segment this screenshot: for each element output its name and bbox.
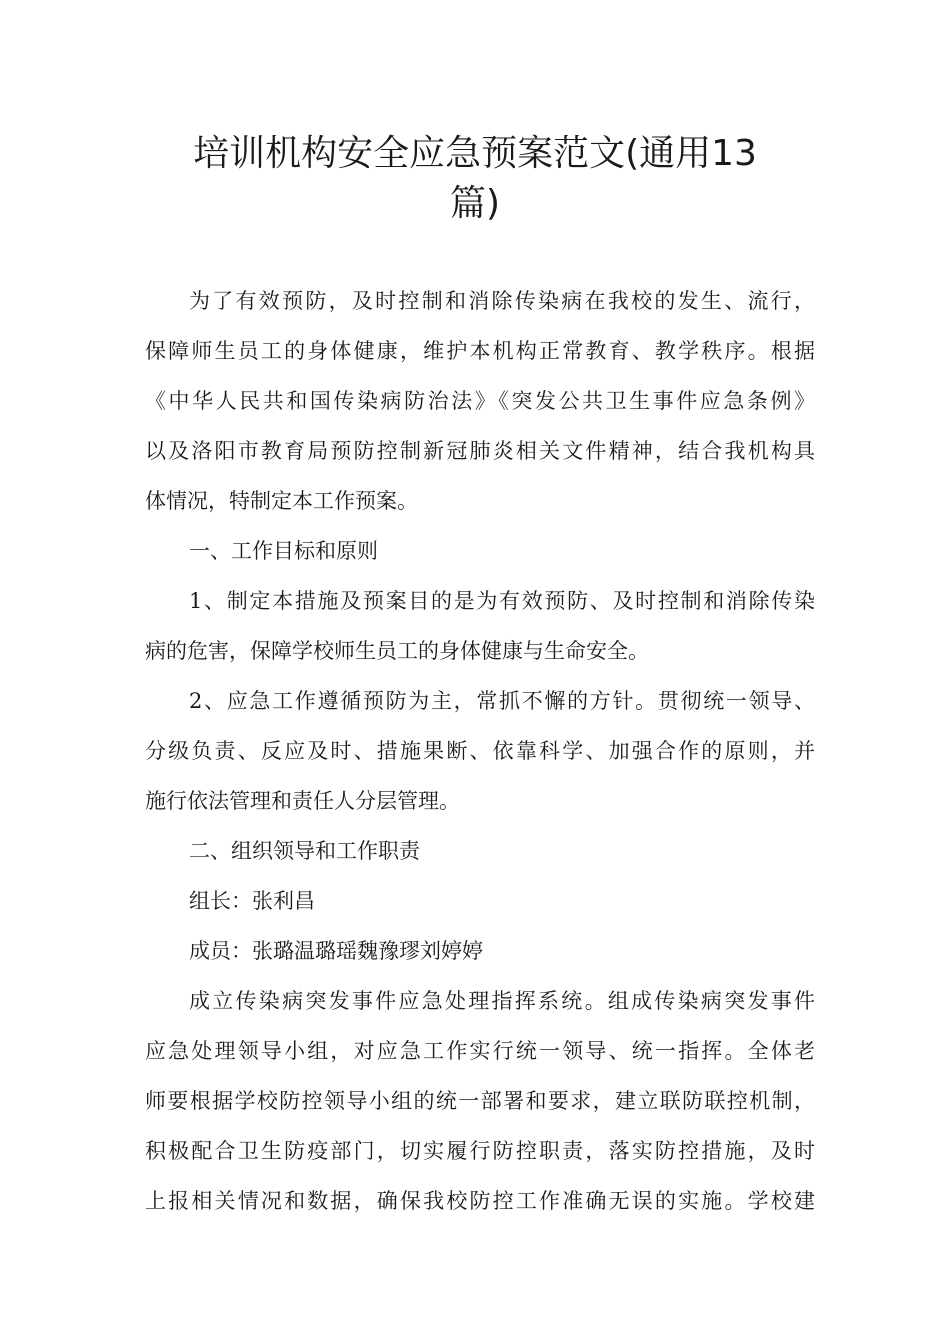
document-title-line-1: 培训机构安全应急预案范文(通用13	[193, 133, 757, 174]
paragraph-line: 师要根据学校防控领导小组的统一部署和要求，建立联防联控机制，	[145, 1089, 815, 1113]
document-title-line-2: 篇)	[449, 183, 501, 224]
paragraph-line: 分级负责、反应及时、措施果断、依靠科学、加强合作的原则，并	[145, 739, 815, 763]
members-line: 成员：张璐温璐瑶魏豫璆刘婷婷	[189, 939, 483, 963]
paragraph-line: 《中华人民共和国传染病防治法》《突发公共卫生事件应急条例》	[145, 389, 815, 413]
paragraph-line: 病的危害，保障学校师生员工的身体健康与生命安全。	[145, 639, 649, 663]
paragraph-line: 以及洛阳市教育局预防控制新冠肺炎相关文件精神，结合我机构具	[145, 439, 815, 463]
paragraph-line: 为了有效预防，及时控制和消除传染病在我校的发生、流行，	[189, 289, 815, 313]
paragraph-line: 2、应急工作遵循预防为主，常抓不懈的方针。贯彻统一领导、	[189, 689, 815, 713]
paragraph-line: 上报相关情况和数据，确保我校防控工作准确无误的实施。学校建	[145, 1189, 815, 1213]
paragraph-line: 体情况，特制定本工作预案。	[145, 489, 418, 513]
paragraph-line: 应急处理领导小组，对应急工作实行统一领导、统一指挥。全体老	[145, 1039, 815, 1063]
paragraph-line: 保障师生员工的身体健康，维护本机构正常教育、教学秩序。根据	[145, 339, 815, 363]
paragraph-line: 积极配合卫生防疫部门，切实履行防控职责，落实防控措施，及时	[145, 1139, 815, 1163]
leader-line: 组长：张利昌	[189, 889, 315, 913]
section-heading: 一、工作目标和原则	[189, 539, 378, 563]
paragraph-line: 施行依法管理和责任人分层管理。	[145, 789, 460, 813]
paragraph-line: 1、制定本措施及预案目的是为有效预防、及时控制和消除传染	[189, 589, 815, 613]
paragraph-line: 成立传染病突发事件应急处理指挥系统。组成传染病突发事件	[189, 989, 815, 1013]
section-heading: 二、组织领导和工作职责	[189, 839, 420, 863]
